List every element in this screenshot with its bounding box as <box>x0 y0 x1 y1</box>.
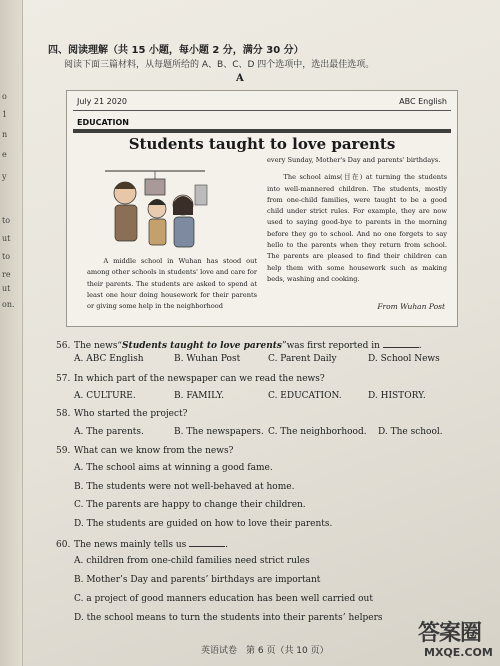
option-59-c[interactable]: C. The parents are happy to change their children. <box>74 500 306 510</box>
section-intro: 阅读下面三篇材料，从每题所给的 A、B、C、D 四个选项中，选出最佳选项。 <box>64 60 375 70</box>
left-page-edge <box>0 0 23 666</box>
family-illustration <box>95 165 215 253</box>
question-57: 57. In which part of the newspaper can we read the news? <box>56 374 325 384</box>
option-59-a[interactable]: A. The school aims at winning a good fame. <box>74 463 273 473</box>
answer-blank[interactable] <box>383 339 419 348</box>
margin-char: n <box>2 130 8 139</box>
margin-char: ut <box>2 284 11 293</box>
option-56-b[interactable]: B. Wuhan Post <box>174 354 241 364</box>
margin-char: e <box>2 150 7 159</box>
option-57-d[interactable]: D. HISTORY. <box>368 391 426 401</box>
article-left-column <box>87 256 257 312</box>
article-right-column <box>267 155 447 285</box>
section-title: 四、阅读理解（共 15 小题，每小题 2 分，满分 30 分） <box>48 45 304 56</box>
section-bar <box>73 129 451 133</box>
margin-char: y <box>2 172 7 181</box>
exam-page <box>26 0 500 666</box>
option-60-d[interactable]: D. the school means to turn the students into their parents’ helpers <box>74 613 383 623</box>
option-57-a[interactable]: A. CULTURE. <box>74 391 136 401</box>
option-60-c[interactable]: C. a project of good manners education has been well carried out <box>74 594 373 604</box>
article-headline: Students taught to love parents <box>128 135 396 153</box>
answer-blank[interactable] <box>189 538 225 547</box>
question-60: 60. The news mainly tells us . <box>56 540 229 550</box>
article-left-text: A middle school in Wuhan has stood out among other schools in students' love and care for their parents. The students are asked to spend at least one hour doing housework for their parents or giving some help in the neighborhood <box>87 257 257 311</box>
option-57-b[interactable]: B. FAMILY. <box>174 391 225 401</box>
margin-char: on. <box>2 300 15 309</box>
page-footer: 英语试卷 第 6 页（共 10 页） <box>201 646 329 656</box>
article-right-continuation: every Sunday, Mother's Day and parents' birthdays. <box>267 156 441 164</box>
watermark-url: MXQE.COM <box>424 646 493 659</box>
watermark-logo <box>418 616 498 662</box>
margin-char: 1 <box>2 110 8 119</box>
margin-char: to <box>2 216 11 225</box>
divider <box>73 110 451 111</box>
margin-char: to <box>2 252 11 261</box>
article-date: July 21 2020 <box>77 97 128 106</box>
option-58-d[interactable]: D. The school. <box>378 427 443 437</box>
question-58: 58. Who started the project? <box>56 409 188 419</box>
question-59: 59. What can we know from the news? <box>56 446 234 456</box>
option-60-a[interactable]: A. children from one-child families need strict rules <box>74 556 310 566</box>
option-57-c[interactable]: C. EDUCATION. <box>268 391 342 401</box>
article-source: ABC English <box>399 97 447 106</box>
article-section: EDUCATION <box>77 118 129 127</box>
option-56-a[interactable]: A. ABC English <box>74 354 144 364</box>
margin-char: ut <box>2 234 11 243</box>
watermark-text: 答案圈 <box>418 621 482 646</box>
margin-char: re <box>2 270 11 279</box>
option-58-a[interactable]: A. The parents. <box>74 427 144 437</box>
passage-label: A <box>236 73 244 84</box>
news-article <box>66 90 458 327</box>
margin-char: o <box>2 92 7 101</box>
option-59-d[interactable]: D. The students are guided on how to love their parents. <box>74 519 333 529</box>
article-from: From Wuhan Post <box>377 302 445 311</box>
option-60-b[interactable]: B. Mother’s Day and parents’ birthdays are important <box>74 575 321 585</box>
option-58-c[interactable]: C. The neighborhood. <box>268 427 367 437</box>
option-56-c[interactable]: C. Parent Daily <box>268 354 337 364</box>
option-58-b[interactable]: B. The newspapers. <box>174 427 264 437</box>
option-59-b[interactable]: B. The students were not well-behaved at home. <box>74 482 295 492</box>
option-56-d[interactable]: D. School News <box>368 354 440 364</box>
article-paragraph-2: The school aims(目在) at turning the students into well-mannered children. The students, mostly from one-child families, were taught to be a good child under strict rules. For example, they are now used to saying good-bye to parents in the morning before they go to school. And no one forgets to say hello to the parents when they return from school. The parents are pleased to find their children can help them with some housework such as making beds, washing and cooking. <box>267 173 447 283</box>
question-56: 56. The news“Students taught to love parents”was first reported in . <box>56 341 422 351</box>
